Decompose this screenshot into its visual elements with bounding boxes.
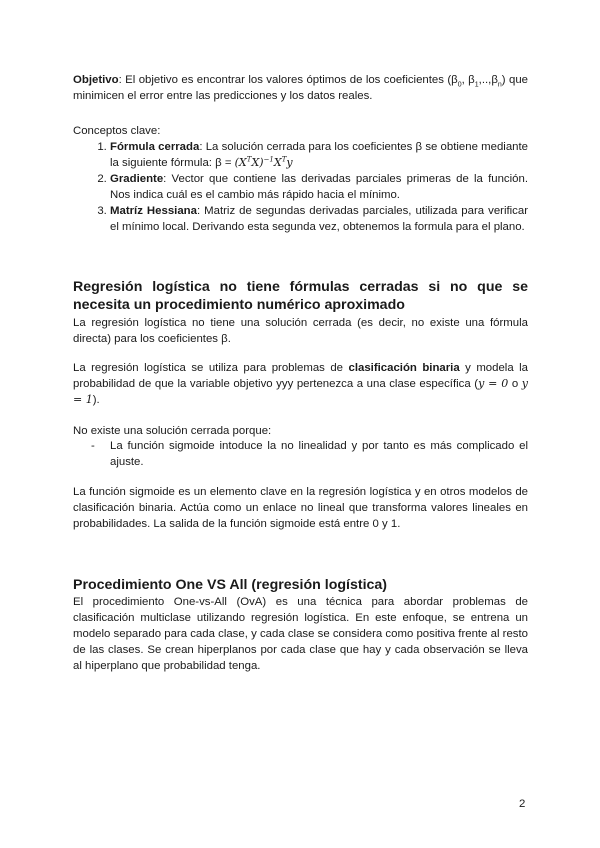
concepto-text: : Vector que contiene las derivadas parciales primeras de la función. Nos indica cuál es el cambio más rápido hacia el mínimo. bbox=[110, 173, 528, 201]
logistica-p4: La función sigmoide es un elemento clave en la regresión logística y en otros modelos de clasificación binaria. Actúa como un enlace no lineal que transforma valores lineales en probabilidades. La salida de la función sigmoide está entre 0 y 1. bbox=[73, 486, 528, 530]
concepto-term: Matríz Hessiana bbox=[110, 205, 197, 217]
page-number: 2 bbox=[519, 798, 526, 810]
bullet-item: - La función sigmoide intoduce la no linealidad y por tanto es más complicado el ajuste. bbox=[110, 438, 528, 470]
objetivo-text-a: : El objetivo es encontrar los valores óptimos de los coeficientes (β bbox=[118, 74, 458, 86]
concepto-term: Gradiente bbox=[110, 173, 164, 185]
concepto-text: : Matriz de segundas derivadas parciales, utilizada para verificar el mínimo local. Derivando esta segunda vez, obtenemos la formula para el plano. bbox=[110, 205, 528, 233]
objetivo-sep2: ,..,β bbox=[478, 74, 498, 86]
objetivo-label: Objetivo bbox=[73, 74, 119, 86]
section-heading-ova: Procedimiento One VS All (regresión logística) bbox=[73, 577, 388, 593]
objetivo-text-b: ) que minimicen el error entre las predicciones y los datos reales. bbox=[73, 74, 528, 102]
logistica-bullets bbox=[73, 438, 528, 470]
conceptos-list bbox=[73, 139, 528, 235]
conceptos-section bbox=[73, 123, 528, 235]
concepto-term: Fórmula cerrada bbox=[110, 141, 200, 153]
subscript-0: 0 bbox=[457, 81, 462, 89]
math-y0: y = 0 bbox=[478, 377, 509, 390]
objetivo-sep1: , β bbox=[461, 74, 475, 86]
objetivo-paragraph bbox=[73, 72, 528, 104]
math-y1: y = 1 bbox=[73, 377, 528, 406]
logistica-p2: La regresión logística se utiliza para problemas de clasificación binaria y modela la probabilidad de que la variable objetivo yyy pertenezca a una clase específica (y = 0 o y = 1). bbox=[73, 362, 529, 406]
concepto-item bbox=[110, 171, 528, 203]
section-heading-logistica: Regresión logística no tiene fórmulas cerradas si no que se necesita un procedimiento numérico aproximado bbox=[73, 279, 528, 313]
concepto-text: : La solución cerrada para los coeficientes β se obtiene mediante la siguiente fórmula: β = bbox=[110, 141, 528, 169]
logistica-p1: La regresión logística no tiene una solución cerrada (es decir, no existe una fórmula directa) para los coeficientes β. bbox=[73, 317, 528, 345]
concepto-item bbox=[110, 203, 528, 235]
closed-form-formula: $(X^TX)^{-1}X^Ty$ bbox=[234, 155, 293, 169]
subscript-1: 1 bbox=[474, 81, 479, 89]
concepto-item bbox=[110, 139, 528, 171]
ova-p1: El procedimiento One-vs-All (OvA) es una técnica para abordar problemas de clasificación multiclase utilizando regresión logística. En este enfoque, se entrena un modelo separado para cada clase, y cada clase se considera como positiva frente al resto de las clases. Se crean hiperplanos por cada clase que hay y cada observación se lleva al hiperplano que probabilidad tenga. bbox=[73, 596, 528, 672]
conceptos-title: Conceptos clave: bbox=[73, 125, 161, 137]
clasificacion-binaria-term: clasificación binaria bbox=[348, 362, 460, 374]
subscript-n: n bbox=[497, 81, 502, 89]
logistica-p3: No existe una solución cerrada porque: bbox=[73, 425, 272, 437]
